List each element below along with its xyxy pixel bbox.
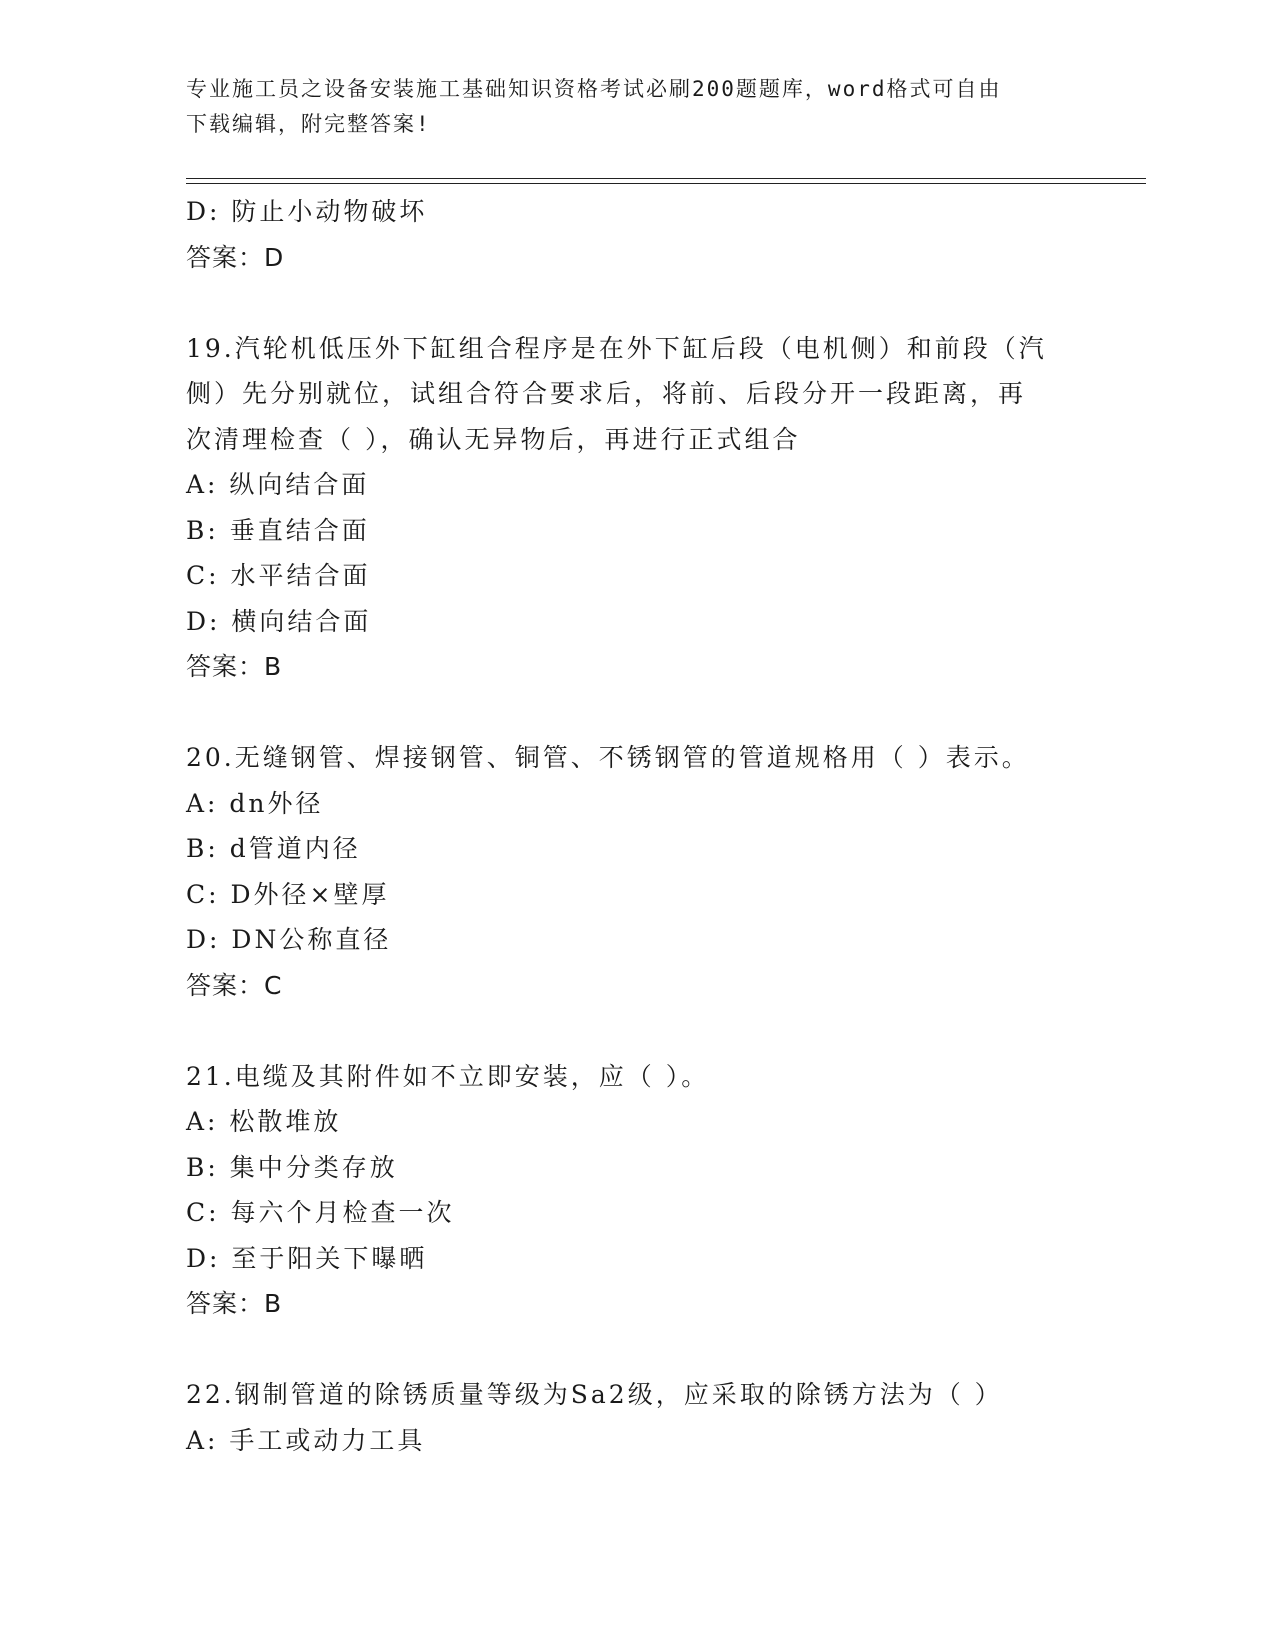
question-20-option-b: B: d管道内径: [186, 834, 361, 863]
question-21-option-d: D: 至于阳关下曝晒: [186, 1243, 428, 1273]
question-19-text-line-2: 侧）先分别就位，试组合符合要求后，将前、后段分开一段距离，再: [186, 379, 1027, 408]
question-19-answer: 答案：B: [186, 652, 283, 681]
question-22-option-a: A: 手工或动力工具: [186, 1425, 426, 1455]
question-20-option-a: A: dn外径: [186, 788, 324, 818]
question-18-answer: 答案：D: [186, 242, 285, 272]
question-20-text-line-1: 20.无缝钢管、焊接钢管、铜管、不锈钢管的管道规格用（ ）表示。: [186, 743, 1030, 772]
question-19-text-line-1: 19.汽轮机低压外下缸组合程序是在外下缸后段（电机侧）和前段（汽: [186, 333, 1047, 363]
document-header: [186, 72, 1076, 142]
header-divider-top: [186, 178, 1146, 179]
question-19-option-d: D: 横向结合面: [186, 606, 372, 636]
header-divider-bottom: [186, 183, 1146, 184]
question-19-text-line-3: 次清理检查（ ），确认无异物后，再进行正式组合: [186, 424, 801, 454]
question-20-answer: 答案：C: [186, 970, 283, 1000]
question-21-option-c: C: 每六个月检查一次: [186, 1198, 455, 1227]
question-19-option-a: A: 纵向结合面: [186, 470, 370, 499]
question-22: [186, 1372, 1086, 1463]
question-20-option-c: C: D外径×壁厚: [186, 879, 390, 909]
spacer: [186, 1008, 1086, 1054]
question-19-option-c: C: 水平结合面: [186, 561, 371, 590]
spacer: [186, 280, 1086, 326]
header-line-2: 下载编辑，附完整答案!: [186, 112, 431, 136]
question-20-option-d: D: DN公称直径: [186, 925, 392, 954]
question-20: [186, 735, 1086, 1008]
spacer: [186, 1327, 1086, 1373]
question-21-text-line-1: 21.电缆及其附件如不立即安装，应（ ）。: [186, 1061, 710, 1091]
question-19-option-b: B: 垂直结合面: [186, 515, 370, 545]
question-22-text-line-1: 22.钢制管道的除锈质量等级为Sa2级，应采取的除锈方法为（ ）: [186, 1380, 1003, 1409]
question-21: [186, 1054, 1086, 1327]
header-line-1: 专业施工员之设备安装施工基础知识资格考试必刷200题题库，word格式可自由: [186, 77, 1002, 101]
spacer: [186, 690, 1086, 736]
document-body: [186, 189, 1086, 1463]
question-21-option-a: A: 松散堆放: [186, 1107, 342, 1136]
question-21-answer: 答案：B: [186, 1289, 283, 1318]
question-18-option-d: D: 防止小动物破坏: [186, 197, 428, 226]
question-19: [186, 326, 1086, 690]
question-21-option-b: B: 集中分类存放: [186, 1152, 398, 1182]
